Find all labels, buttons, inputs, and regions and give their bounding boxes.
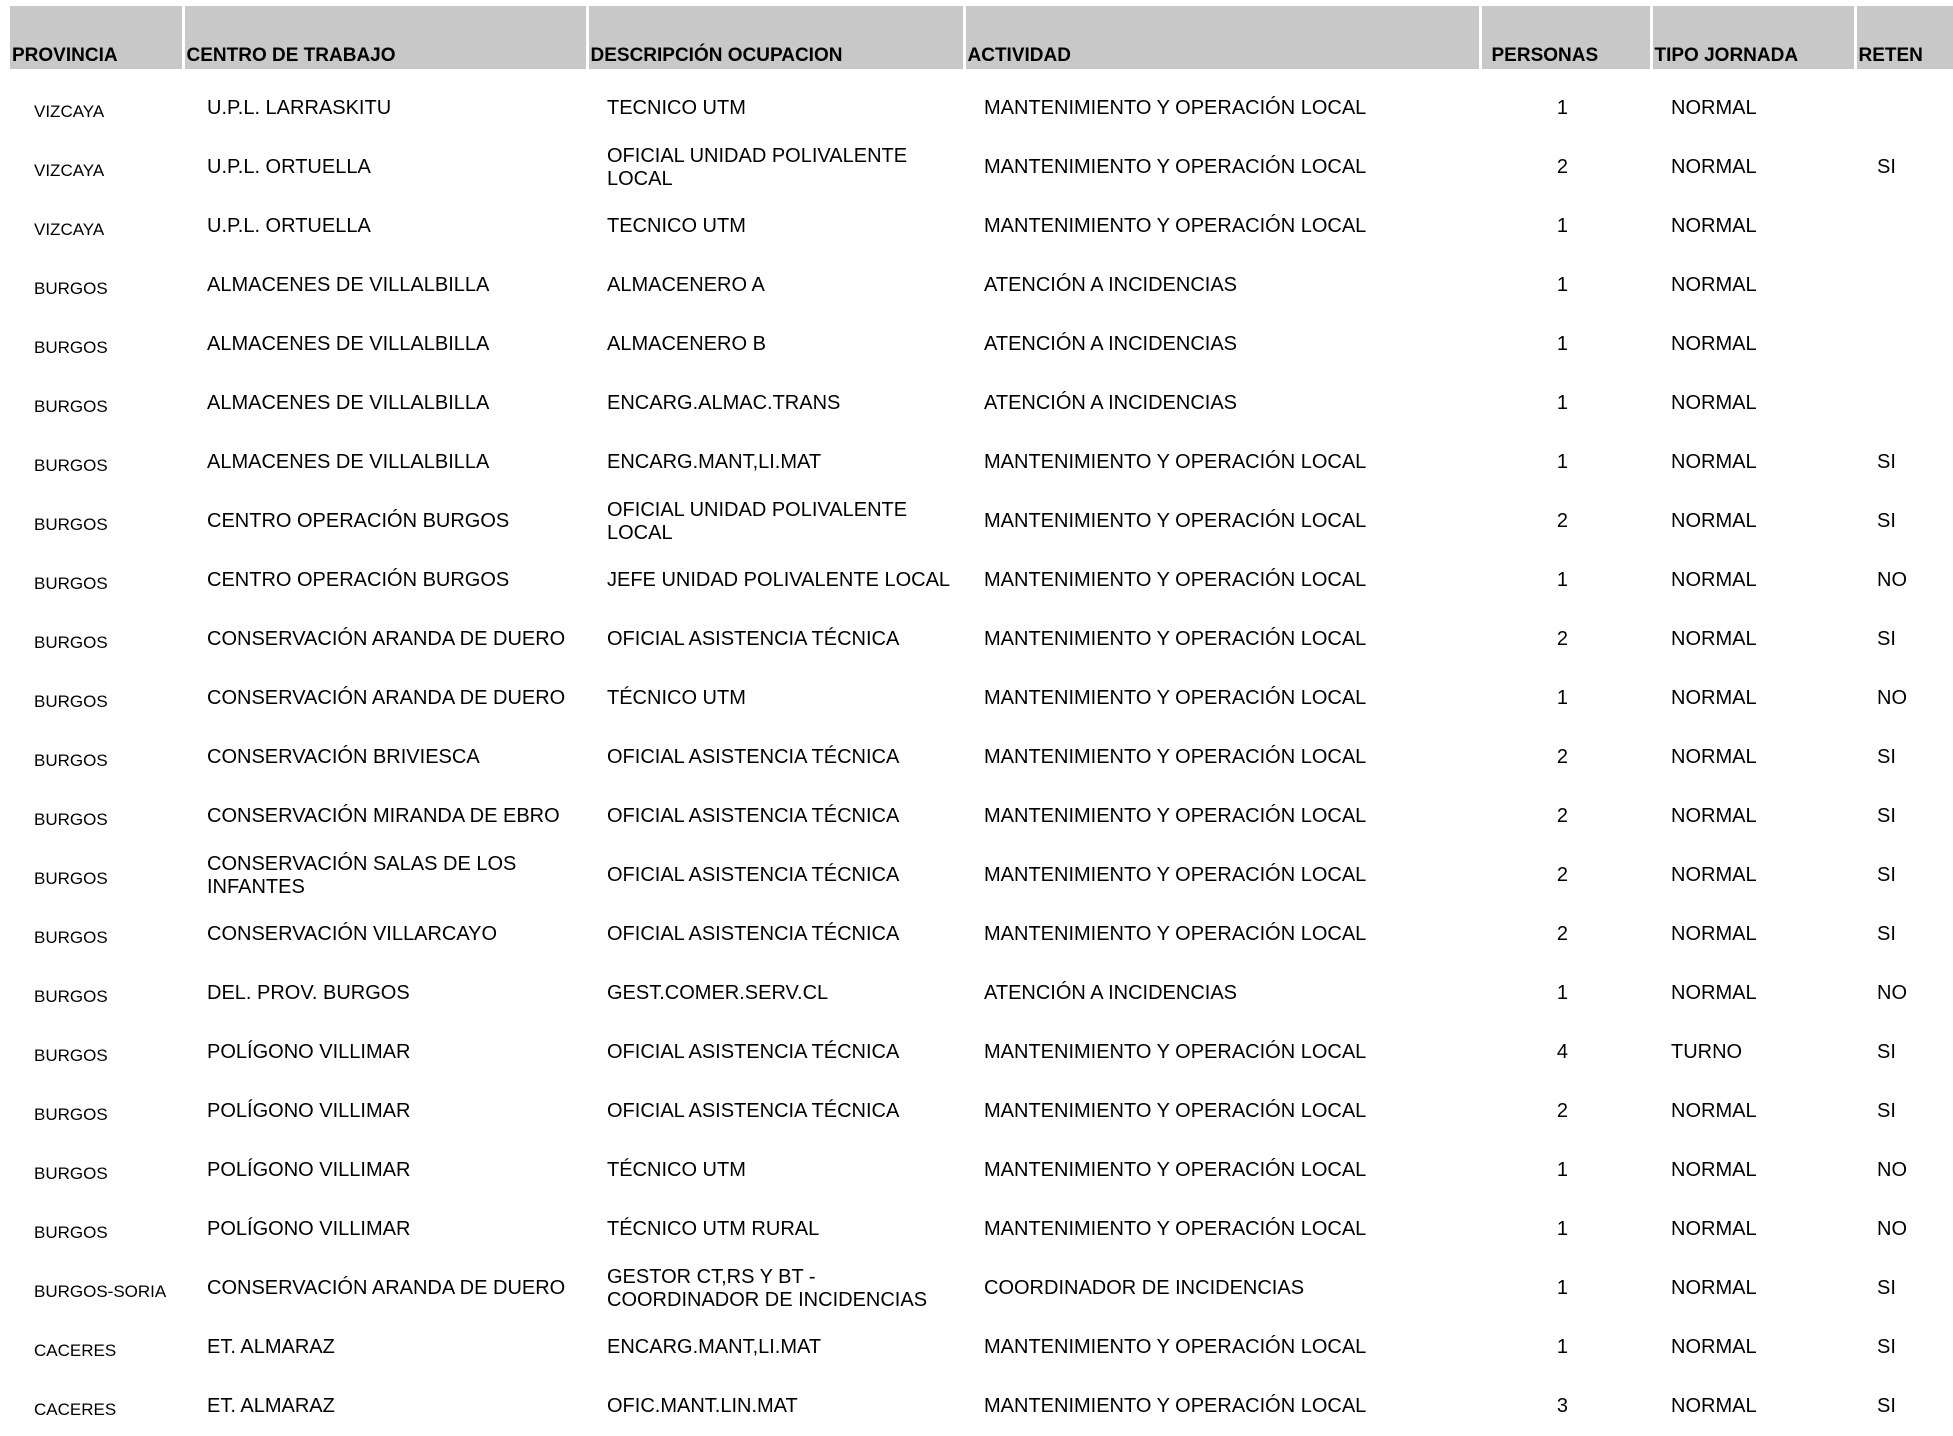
cell-reten: SI	[1877, 628, 1896, 650]
header-spacer	[10, 69, 1953, 79]
cell-reten	[1855, 374, 1953, 433]
cell-actividad: MANTENIMIENTO Y OPERACIÓN LOCAL	[984, 687, 1367, 709]
cell-reten: NO	[1877, 687, 1907, 709]
cell-provincia: BURGOS	[34, 1222, 108, 1242]
cell-actividad: MANTENIMIENTO Y OPERACIÓN LOCAL	[984, 1100, 1367, 1122]
table-row	[10, 728, 1953, 787]
cell-provincia: BURGOS	[34, 573, 108, 593]
cell-descripcion-ocupacion: ENCARG.MANT,LI.MAT	[607, 451, 822, 473]
cell-tipo-jornada: NORMAL	[1671, 805, 1757, 827]
cell-reten: NO	[1877, 982, 1907, 1004]
cell-centro-de-trabajo: POLÍGONO VILLIMAR	[207, 1159, 411, 1181]
cell-reten: SI	[1877, 864, 1896, 886]
cell-reten: SI	[1877, 746, 1896, 768]
cell-actividad: MANTENIMIENTO Y OPERACIÓN LOCAL	[984, 805, 1367, 827]
cell-tipo-jornada: NORMAL	[1671, 510, 1757, 532]
cell-personas: 2	[1556, 864, 1568, 886]
table-row	[10, 1082, 1953, 1141]
cell-actividad: MANTENIMIENTO Y OPERACIÓN LOCAL	[984, 215, 1367, 237]
cell-actividad: MANTENIMIENTO Y OPERACIÓN LOCAL	[984, 569, 1367, 591]
cell-provincia: BURGOS	[34, 1104, 108, 1124]
cell-descripcion-ocupacion: TÉCNICO UTM	[607, 687, 746, 709]
cell-provincia: VIZCAYA	[34, 219, 105, 239]
cell-reten: NO	[1877, 1159, 1907, 1181]
cell-centro-de-trabajo: U.P.L. ORTUELLA	[207, 156, 371, 178]
table-row	[10, 1200, 1953, 1259]
cell-centro-de-trabajo: POLÍGONO VILLIMAR	[207, 1100, 411, 1122]
cell-centro-de-trabajo: CONSERVACIÓN ARANDA DE DUERO	[207, 687, 566, 709]
cell-reten	[1855, 256, 1953, 315]
cell-personas: 3	[1556, 1395, 1568, 1417]
header-row	[10, 6, 1953, 69]
cell-centro-de-trabajo: CENTRO OPERACIÓN BURGOS	[207, 569, 510, 591]
table-row	[10, 1377, 1953, 1436]
cell-tipo-jornada: NORMAL	[1671, 156, 1757, 178]
table-row	[10, 669, 1953, 728]
cell-reten: SI	[1877, 451, 1896, 473]
cell-tipo-jornada: NORMAL	[1671, 746, 1757, 768]
cell-actividad: ATENCIÓN A INCIDENCIAS	[984, 982, 1238, 1004]
header-reten: RETEN	[1855, 6, 1953, 69]
cell-centro-de-trabajo: ALMACENES DE VILLALBILLA	[207, 392, 490, 414]
cell-descripcion-ocupacion: GEST.COMER.SERV.CL	[607, 982, 829, 1004]
header-descripcion-ocupacion: DESCRIPCIÓN OCUPACION	[587, 6, 964, 69]
table-row	[10, 846, 1953, 905]
cell-provincia: BURGOS	[34, 809, 108, 829]
cell-actividad: MANTENIMIENTO Y OPERACIÓN LOCAL	[984, 628, 1367, 650]
cell-provincia: CACERES	[34, 1340, 117, 1360]
cell-provincia: BURGOS	[34, 691, 108, 711]
cell-provincia: BURGOS	[34, 337, 108, 357]
cell-personas: 1	[1556, 333, 1568, 355]
cell-descripcion-ocupacion: TECNICO UTM	[607, 215, 746, 237]
cell-reten: SI	[1877, 1100, 1896, 1122]
cell-personas: 1	[1556, 982, 1568, 1004]
table-row	[10, 551, 1953, 610]
cell-descripcion-ocupacion: GESTOR CT,RS Y BT - COORDINADOR DE INCIDENCIAS	[607, 1265, 928, 1311]
cell-personas: 1	[1556, 451, 1568, 473]
cell-centro-de-trabajo: POLÍGONO VILLIMAR	[207, 1218, 411, 1240]
table-row	[10, 138, 1953, 197]
cell-personas: 1	[1556, 569, 1568, 591]
table-row	[10, 1141, 1953, 1200]
cell-provincia: BURGOS	[34, 750, 108, 770]
cell-personas: 1	[1556, 687, 1568, 709]
cell-centro-de-trabajo: ALMACENES DE VILLALBILLA	[207, 274, 490, 296]
cell-personas: 1	[1556, 1336, 1568, 1358]
cell-actividad: MANTENIMIENTO Y OPERACIÓN LOCAL	[984, 97, 1367, 119]
header-actividad: ACTIVIDAD	[964, 6, 1480, 69]
cell-reten: SI	[1877, 1395, 1896, 1417]
header-tipo-jornada: TIPO JORNADA	[1651, 6, 1855, 69]
cell-reten: SI	[1877, 1336, 1896, 1358]
cell-centro-de-trabajo: CONSERVACIÓN ARANDA DE DUERO	[207, 628, 566, 650]
cell-personas: 1	[1556, 392, 1568, 414]
cell-actividad: MANTENIMIENTO Y OPERACIÓN LOCAL	[984, 1041, 1367, 1063]
cell-provincia: BURGOS	[34, 514, 108, 534]
cell-actividad: MANTENIMIENTO Y OPERACIÓN LOCAL	[984, 923, 1367, 945]
table-row	[10, 1259, 1953, 1318]
cell-provincia: BURGOS	[34, 986, 108, 1006]
table-row	[10, 315, 1953, 374]
table-body	[10, 69, 1953, 1436]
cell-centro-de-trabajo: DEL. PROV. BURGOS	[207, 982, 410, 1004]
cell-centro-de-trabajo: CONSERVACIÓN VILLARCAYO	[207, 923, 498, 945]
cell-provincia: BURGOS	[34, 396, 108, 416]
cell-tipo-jornada: NORMAL	[1671, 569, 1757, 591]
cell-descripcion-ocupacion: OFICIAL ASISTENCIA TÉCNICA	[607, 1041, 900, 1063]
header-personas: PERSONAS	[1480, 6, 1651, 69]
table-row	[10, 433, 1953, 492]
cell-actividad: ATENCIÓN A INCIDENCIAS	[984, 274, 1238, 296]
cell-reten: SI	[1877, 923, 1896, 945]
cell-centro-de-trabajo: CENTRO OPERACIÓN BURGOS	[207, 510, 510, 532]
cell-descripcion-ocupacion: ENCARG.ALMAC.TRANS	[607, 392, 841, 414]
cell-descripcion-ocupacion: OFICIAL ASISTENCIA TÉCNICA	[607, 864, 900, 886]
table-row	[10, 197, 1953, 256]
cell-descripcion-ocupacion: ENCARG.MANT,LI.MAT	[607, 1336, 822, 1358]
cell-tipo-jornada: NORMAL	[1671, 1277, 1757, 1299]
cell-descripcion-ocupacion: OFIC.MANT.LIN.MAT	[607, 1395, 798, 1417]
cell-reten: SI	[1877, 805, 1896, 827]
cell-descripcion-ocupacion: OFICIAL UNIDAD POLIVALENTE LOCAL	[607, 144, 908, 190]
cell-actividad: MANTENIMIENTO Y OPERACIÓN LOCAL	[984, 510, 1367, 532]
cell-actividad: MANTENIMIENTO Y OPERACIÓN LOCAL	[984, 864, 1367, 886]
cell-actividad: MANTENIMIENTO Y OPERACIÓN LOCAL	[984, 156, 1367, 178]
cell-provincia: CACERES	[34, 1399, 117, 1419]
cell-actividad: MANTENIMIENTO Y OPERACIÓN LOCAL	[984, 451, 1367, 473]
cell-tipo-jornada: TURNO	[1671, 1041, 1743, 1063]
cell-actividad: MANTENIMIENTO Y OPERACIÓN LOCAL	[984, 1395, 1367, 1417]
cell-personas: 1	[1556, 274, 1568, 296]
cell-personas: 1	[1556, 1277, 1568, 1299]
cell-descripcion-ocupacion: ALMACENERO A	[607, 274, 765, 296]
cell-reten: SI	[1877, 510, 1896, 532]
cell-reten: SI	[1877, 156, 1896, 178]
cell-provincia: BURGOS	[34, 927, 108, 947]
cell-centro-de-trabajo: U.P.L. LARRASKITU	[207, 97, 392, 119]
cell-tipo-jornada: NORMAL	[1671, 1100, 1757, 1122]
cell-descripcion-ocupacion: OFICIAL ASISTENCIA TÉCNICA	[607, 923, 900, 945]
cell-actividad: COORDINADOR DE INCIDENCIAS	[984, 1277, 1305, 1299]
cell-centro-de-trabajo: ALMACENES DE VILLALBILLA	[207, 333, 490, 355]
staffing-table-sheet	[10, 6, 1953, 1436]
cell-centro-de-trabajo: U.P.L. ORTUELLA	[207, 215, 371, 237]
cell-centro-de-trabajo: POLÍGONO VILLIMAR	[207, 1041, 411, 1063]
cell-tipo-jornada: NORMAL	[1671, 97, 1757, 119]
cell-centro-de-trabajo: CONSERVACIÓN SALAS DE LOS INFANTES	[207, 852, 517, 898]
cell-actividad: ATENCIÓN A INCIDENCIAS	[984, 333, 1238, 355]
header-provincia: PROVINCIA	[10, 6, 183, 69]
cell-tipo-jornada: NORMAL	[1671, 982, 1757, 1004]
cell-personas: 2	[1556, 628, 1568, 650]
cell-actividad: MANTENIMIENTO Y OPERACIÓN LOCAL	[984, 746, 1367, 768]
cell-centro-de-trabajo: ET. ALMARAZ	[207, 1395, 335, 1417]
cell-reten	[1855, 315, 1953, 374]
table-row	[10, 964, 1953, 1023]
cell-reten: NO	[1877, 569, 1907, 591]
cell-tipo-jornada: NORMAL	[1671, 1395, 1757, 1417]
cell-reten: SI	[1877, 1041, 1896, 1063]
cell-centro-de-trabajo: ET. ALMARAZ	[207, 1336, 335, 1358]
cell-reten: SI	[1877, 1277, 1896, 1299]
cell-descripcion-ocupacion: TÉCNICO UTM	[607, 1159, 746, 1181]
cell-tipo-jornada: NORMAL	[1671, 1336, 1757, 1358]
cell-descripcion-ocupacion: TÉCNICO UTM RURAL	[607, 1218, 820, 1240]
table-row	[10, 256, 1953, 315]
cell-provincia: VIZCAYA	[34, 101, 105, 121]
table-row	[10, 374, 1953, 433]
cell-descripcion-ocupacion: ALMACENERO B	[607, 333, 766, 355]
cell-provincia: BURGOS	[34, 455, 108, 475]
cell-descripcion-ocupacion: OFICIAL ASISTENCIA TÉCNICA	[607, 805, 900, 827]
cell-tipo-jornada: NORMAL	[1671, 687, 1757, 709]
cell-provincia: BURGOS	[34, 278, 108, 298]
cell-descripcion-ocupacion: OFICIAL ASISTENCIA TÉCNICA	[607, 746, 900, 768]
cell-actividad: MANTENIMIENTO Y OPERACIÓN LOCAL	[984, 1336, 1367, 1358]
table-row	[10, 1318, 1953, 1377]
table-row	[10, 492, 1953, 551]
cell-centro-de-trabajo: CONSERVACIÓN MIRANDA DE EBRO	[207, 805, 560, 827]
cell-personas: 4	[1556, 1041, 1568, 1063]
cell-descripcion-ocupacion: OFICIAL UNIDAD POLIVALENTE LOCAL	[607, 498, 908, 544]
cell-tipo-jornada: NORMAL	[1671, 628, 1757, 650]
cell-provincia: BURGOS-SORIA	[34, 1281, 167, 1301]
cell-tipo-jornada: NORMAL	[1671, 274, 1757, 296]
cell-actividad: ATENCIÓN A INCIDENCIAS	[984, 392, 1238, 414]
table-row	[10, 905, 1953, 964]
cell-centro-de-trabajo: CONSERVACIÓN BRIVIESCA	[207, 746, 480, 768]
cell-personas: 2	[1556, 1100, 1568, 1122]
table-row	[10, 79, 1953, 138]
cell-centro-de-trabajo: ALMACENES DE VILLALBILLA	[207, 451, 490, 473]
cell-reten	[1855, 79, 1953, 138]
cell-actividad: MANTENIMIENTO Y OPERACIÓN LOCAL	[984, 1218, 1367, 1240]
cell-reten	[1855, 197, 1953, 256]
cell-actividad: MANTENIMIENTO Y OPERACIÓN LOCAL	[984, 1159, 1367, 1181]
cell-tipo-jornada: NORMAL	[1671, 1218, 1757, 1240]
cell-provincia: BURGOS	[34, 1163, 108, 1183]
table-row	[10, 1023, 1953, 1082]
table-row	[10, 610, 1953, 669]
table-row	[10, 787, 1953, 846]
cell-personas: 2	[1556, 510, 1568, 532]
cell-personas: 1	[1556, 97, 1568, 119]
cell-tipo-jornada: NORMAL	[1671, 451, 1757, 473]
cell-personas: 1	[1556, 1218, 1568, 1240]
table-header	[10, 6, 1953, 69]
cell-personas: 2	[1556, 805, 1568, 827]
cell-personas: 1	[1556, 1159, 1568, 1181]
cell-tipo-jornada: NORMAL	[1671, 392, 1757, 414]
cell-provincia: BURGOS	[34, 632, 108, 652]
cell-tipo-jornada: NORMAL	[1671, 923, 1757, 945]
cell-personas: 2	[1556, 923, 1568, 945]
cell-descripcion-ocupacion: OFICIAL ASISTENCIA TÉCNICA	[607, 1100, 900, 1122]
cell-descripcion-ocupacion: JEFE UNIDAD POLIVALENTE LOCAL	[607, 569, 951, 591]
cell-provincia: BURGOS	[34, 868, 108, 888]
header-centro-de-trabajo: CENTRO DE TRABAJO	[183, 6, 587, 69]
cell-provincia: VIZCAYA	[34, 160, 105, 180]
cell-centro-de-trabajo: CONSERVACIÓN ARANDA DE DUERO	[207, 1277, 566, 1299]
cell-tipo-jornada: NORMAL	[1671, 1159, 1757, 1181]
cell-descripcion-ocupacion: OFICIAL ASISTENCIA TÉCNICA	[607, 628, 900, 650]
cell-personas: 1	[1556, 215, 1568, 237]
cell-personas: 2	[1556, 746, 1568, 768]
cell-tipo-jornada: NORMAL	[1671, 333, 1757, 355]
cell-personas: 2	[1556, 156, 1568, 178]
cell-provincia: BURGOS	[34, 1045, 108, 1065]
cell-reten: NO	[1877, 1218, 1907, 1240]
cell-descripcion-ocupacion: TECNICO UTM	[607, 97, 746, 119]
cell-tipo-jornada: NORMAL	[1671, 864, 1757, 886]
staffing-table	[10, 6, 1953, 1436]
cell-tipo-jornada: NORMAL	[1671, 215, 1757, 237]
